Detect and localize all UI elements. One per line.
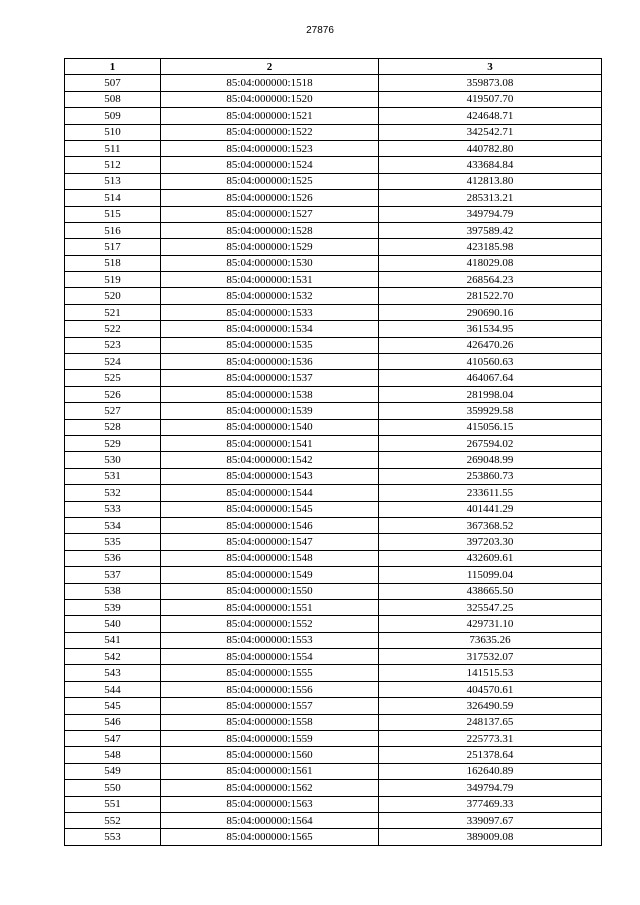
cadastral-number-cell: 85:04:000000:1554 (161, 649, 379, 665)
header-row (65, 59, 602, 75)
row-number-cell: 528 (65, 419, 161, 435)
table-row (65, 304, 602, 320)
value-cell: 424648.71 (379, 108, 602, 124)
cadastral-number-cell: 85:04:000000:1559 (161, 731, 379, 747)
table-row (65, 796, 602, 812)
row-number-cell: 553 (65, 829, 161, 845)
value-cell: 326490.59 (379, 698, 602, 714)
cadastral-number-cell: 85:04:000000:1518 (161, 75, 379, 91)
cadastral-number-cell: 85:04:000000:1530 (161, 255, 379, 271)
column-header-3: 3 (379, 59, 602, 75)
cadastral-number-cell: 85:04:000000:1561 (161, 763, 379, 779)
cadastral-number-cell: 85:04:000000:1538 (161, 386, 379, 402)
row-number-cell: 546 (65, 714, 161, 730)
table-row (65, 714, 602, 730)
table-row (65, 91, 602, 107)
row-number-cell: 529 (65, 435, 161, 451)
row-number-cell: 538 (65, 583, 161, 599)
table-row (65, 370, 602, 386)
page-number: 27876 (306, 25, 334, 36)
cadastral-number-cell: 85:04:000000:1535 (161, 337, 379, 353)
cadastral-number-cell: 85:04:000000:1528 (161, 222, 379, 238)
row-number-cell: 530 (65, 452, 161, 468)
row-number-cell: 527 (65, 403, 161, 419)
row-number-cell: 525 (65, 370, 161, 386)
cadastral-number-cell: 85:04:000000:1551 (161, 599, 379, 615)
row-number-cell: 539 (65, 599, 161, 615)
table-row (65, 190, 602, 206)
value-cell: 342542.71 (379, 124, 602, 140)
cadastral-number-cell: 85:04:000000:1536 (161, 354, 379, 370)
value-cell: 415056.15 (379, 419, 602, 435)
value-cell: 418029.08 (379, 255, 602, 271)
registry-table (64, 58, 602, 846)
value-cell: 115099.04 (379, 567, 602, 583)
value-cell: 325547.25 (379, 599, 602, 615)
value-cell: 397589.42 (379, 222, 602, 238)
value-cell: 361534.95 (379, 321, 602, 337)
cadastral-number-cell: 85:04:000000:1526 (161, 190, 379, 206)
row-number-cell: 549 (65, 763, 161, 779)
table-row (65, 780, 602, 796)
cadastral-number-cell: 85:04:000000:1522 (161, 124, 379, 140)
cadastral-number-cell: 85:04:000000:1541 (161, 435, 379, 451)
value-cell: 377469.33 (379, 796, 602, 812)
table-row (65, 731, 602, 747)
table-row (65, 550, 602, 566)
cadastral-number-cell: 85:04:000000:1529 (161, 239, 379, 255)
table-row (65, 206, 602, 222)
table-row (65, 583, 602, 599)
table-row (65, 665, 602, 681)
cadastral-number-cell: 85:04:000000:1547 (161, 534, 379, 550)
row-number-cell: 540 (65, 616, 161, 632)
value-cell: 233611.55 (379, 485, 602, 501)
row-number-cell: 515 (65, 206, 161, 222)
table-row (65, 239, 602, 255)
value-cell: 397203.30 (379, 534, 602, 550)
table-row (65, 452, 602, 468)
cadastral-number-cell: 85:04:000000:1553 (161, 632, 379, 648)
row-number-cell: 537 (65, 567, 161, 583)
table-row (65, 321, 602, 337)
table-row (65, 255, 602, 271)
row-number-cell: 507 (65, 75, 161, 91)
value-cell: 251378.64 (379, 747, 602, 763)
row-number-cell: 544 (65, 681, 161, 697)
value-cell: 267594.02 (379, 435, 602, 451)
table-row (65, 222, 602, 238)
cadastral-number-cell: 85:04:000000:1545 (161, 501, 379, 517)
table-row (65, 829, 602, 845)
cadastral-number-cell: 85:04:000000:1563 (161, 796, 379, 812)
column-header-2: 2 (161, 59, 379, 75)
value-cell: 269048.99 (379, 452, 602, 468)
cadastral-number-cell: 85:04:000000:1543 (161, 468, 379, 484)
table-row (65, 485, 602, 501)
row-number-cell: 532 (65, 485, 161, 501)
row-number-cell: 519 (65, 272, 161, 288)
cadastral-number-cell: 85:04:000000:1550 (161, 583, 379, 599)
table-body (65, 75, 602, 845)
row-number-cell: 520 (65, 288, 161, 304)
row-number-cell: 536 (65, 550, 161, 566)
table-row (65, 632, 602, 648)
row-number-cell: 521 (65, 304, 161, 320)
value-cell: 349794.79 (379, 206, 602, 222)
cadastral-number-cell: 85:04:000000:1520 (161, 91, 379, 107)
table-row (65, 517, 602, 533)
cadastral-number-cell: 85:04:000000:1539 (161, 403, 379, 419)
cadastral-number-cell: 85:04:000000:1542 (161, 452, 379, 468)
table-row (65, 354, 602, 370)
table-row (65, 501, 602, 517)
cadastral-number-cell: 85:04:000000:1540 (161, 419, 379, 435)
row-number-cell: 508 (65, 91, 161, 107)
value-cell: 367368.52 (379, 517, 602, 533)
cadastral-number-cell: 85:04:000000:1525 (161, 173, 379, 189)
cadastral-number-cell: 85:04:000000:1549 (161, 567, 379, 583)
value-cell: 429731.10 (379, 616, 602, 632)
value-cell: 464067.64 (379, 370, 602, 386)
table-row (65, 75, 602, 91)
cadastral-number-cell: 85:04:000000:1558 (161, 714, 379, 730)
cadastral-number-cell: 85:04:000000:1565 (161, 829, 379, 845)
cadastral-number-cell: 85:04:000000:1521 (161, 108, 379, 124)
cadastral-number-cell: 85:04:000000:1537 (161, 370, 379, 386)
table-row (65, 468, 602, 484)
value-cell: 438665.50 (379, 583, 602, 599)
cadastral-number-cell: 85:04:000000:1527 (161, 206, 379, 222)
cadastral-number-cell: 85:04:000000:1532 (161, 288, 379, 304)
value-cell: 281998.04 (379, 386, 602, 402)
cadastral-number-cell: 85:04:000000:1552 (161, 616, 379, 632)
row-number-cell: 513 (65, 173, 161, 189)
table-row (65, 567, 602, 583)
row-number-cell: 526 (65, 386, 161, 402)
value-cell: 268564.23 (379, 272, 602, 288)
table-row (65, 419, 602, 435)
value-cell: 162640.89 (379, 763, 602, 779)
row-number-cell: 523 (65, 337, 161, 353)
cadastral-number-cell: 85:04:000000:1524 (161, 157, 379, 173)
table-row (65, 288, 602, 304)
row-number-cell: 522 (65, 321, 161, 337)
value-cell: 285313.21 (379, 190, 602, 206)
cadastral-number-cell: 85:04:000000:1562 (161, 780, 379, 796)
row-number-cell: 531 (65, 468, 161, 484)
row-number-cell: 533 (65, 501, 161, 517)
value-cell: 389009.08 (379, 829, 602, 845)
value-cell: 440782.80 (379, 140, 602, 156)
value-cell: 401441.29 (379, 501, 602, 517)
cadastral-number-cell: 85:04:000000:1557 (161, 698, 379, 714)
value-cell: 317532.07 (379, 649, 602, 665)
row-number-cell: 547 (65, 731, 161, 747)
row-number-cell: 514 (65, 190, 161, 206)
table-row (65, 124, 602, 140)
row-number-cell: 517 (65, 239, 161, 255)
row-number-cell: 535 (65, 534, 161, 550)
cadastral-number-cell: 85:04:000000:1533 (161, 304, 379, 320)
row-number-cell: 518 (65, 255, 161, 271)
cadastral-number-cell: 85:04:000000:1556 (161, 681, 379, 697)
row-number-cell: 511 (65, 140, 161, 156)
table-row (65, 140, 602, 156)
row-number-cell: 548 (65, 747, 161, 763)
column-header-1: 1 (65, 59, 161, 75)
table-row (65, 534, 602, 550)
table-header (65, 59, 602, 75)
value-cell: 419507.70 (379, 91, 602, 107)
row-number-cell: 541 (65, 632, 161, 648)
table-row (65, 649, 602, 665)
value-cell: 404570.61 (379, 681, 602, 697)
value-cell: 426470.26 (379, 337, 602, 353)
cadastral-number-cell: 85:04:000000:1564 (161, 812, 379, 828)
table-row (65, 337, 602, 353)
row-number-cell: 534 (65, 517, 161, 533)
cadastral-number-cell: 85:04:000000:1523 (161, 140, 379, 156)
cadastral-number-cell: 85:04:000000:1555 (161, 665, 379, 681)
table-row (65, 698, 602, 714)
value-cell: 433684.84 (379, 157, 602, 173)
table-row (65, 403, 602, 419)
cadastral-number-cell: 85:04:000000:1546 (161, 517, 379, 533)
value-cell: 423185.98 (379, 239, 602, 255)
value-cell: 248137.65 (379, 714, 602, 730)
value-cell: 412813.80 (379, 173, 602, 189)
value-cell: 141515.53 (379, 665, 602, 681)
table-row (65, 616, 602, 632)
row-number-cell: 524 (65, 354, 161, 370)
value-cell: 339097.67 (379, 812, 602, 828)
cadastral-number-cell: 85:04:000000:1534 (161, 321, 379, 337)
value-cell: 359873.08 (379, 75, 602, 91)
row-number-cell: 550 (65, 780, 161, 796)
table-row (65, 435, 602, 451)
table-row (65, 747, 602, 763)
row-number-cell: 552 (65, 812, 161, 828)
value-cell: 281522.70 (379, 288, 602, 304)
value-cell: 432609.61 (379, 550, 602, 566)
row-number-cell: 510 (65, 124, 161, 140)
table-row (65, 812, 602, 828)
cadastral-number-cell: 85:04:000000:1548 (161, 550, 379, 566)
value-cell: 225773.31 (379, 731, 602, 747)
value-cell: 290690.16 (379, 304, 602, 320)
row-number-cell: 542 (65, 649, 161, 665)
cadastral-number-cell: 85:04:000000:1544 (161, 485, 379, 501)
table-row (65, 763, 602, 779)
row-number-cell: 551 (65, 796, 161, 812)
value-cell: 359929.58 (379, 403, 602, 419)
table-row (65, 599, 602, 615)
value-cell: 73635.26 (379, 632, 602, 648)
table-row (65, 173, 602, 189)
row-number-cell: 516 (65, 222, 161, 238)
table-row (65, 108, 602, 124)
value-cell: 253860.73 (379, 468, 602, 484)
row-number-cell: 512 (65, 157, 161, 173)
value-cell: 410560.63 (379, 354, 602, 370)
value-cell: 349794.79 (379, 780, 602, 796)
table-row (65, 157, 602, 173)
cadastral-number-cell: 85:04:000000:1560 (161, 747, 379, 763)
row-number-cell: 543 (65, 665, 161, 681)
row-number-cell: 509 (65, 108, 161, 124)
cadastral-number-cell: 85:04:000000:1531 (161, 272, 379, 288)
table-row (65, 386, 602, 402)
table-row (65, 681, 602, 697)
table-row (65, 272, 602, 288)
row-number-cell: 545 (65, 698, 161, 714)
